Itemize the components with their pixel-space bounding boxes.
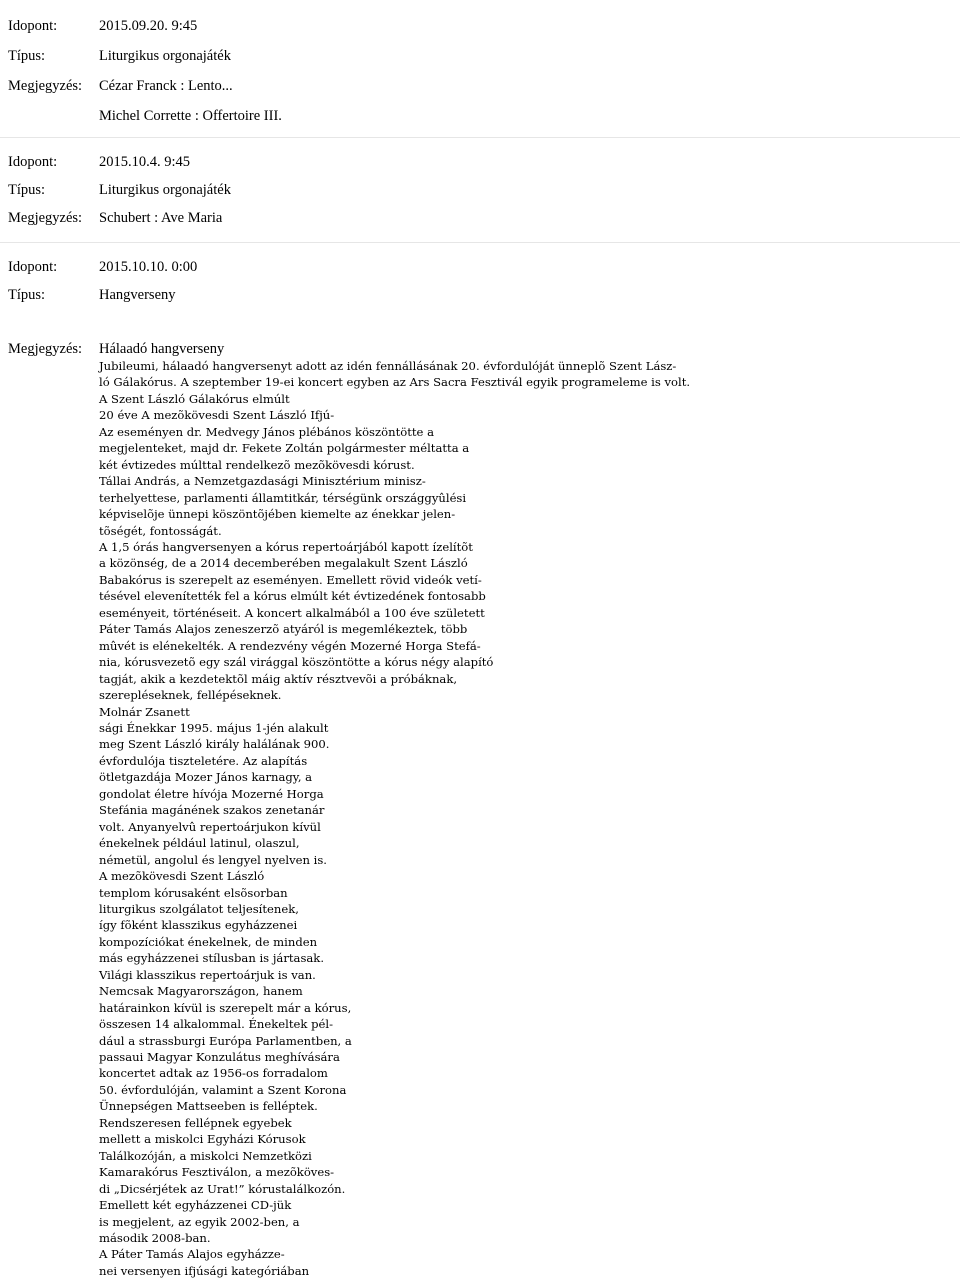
notes-line: koncertet adtak az 1956-os forradalom: [99, 1066, 328, 1081]
notes-line: évfordulója tiszteletére. Az alapítás: [99, 753, 308, 768]
program-entry: [0, 12, 960, 132]
notes-label: Megjegyzés:: [8, 210, 83, 226]
type-value: Hangverseny: [99, 287, 176, 303]
notes-line: terhelyettese, parlamenti államtitkár, térségünk országgyûlési: [99, 490, 467, 505]
type-value: Liturgikus orgonajáték: [99, 48, 231, 64]
notes-line: ló Gálakórus. A szeptember 19-ei koncert egyben az Ars Sacra Fesztivál egyik programeleme is volt.: [99, 375, 691, 390]
notes-body: [99, 281, 690, 1279]
notes-row: [0, 204, 960, 232]
notes-line: A Szent László Gálakórus elmúlt: [99, 391, 290, 406]
notes-line: Emellett két egyházzenei CD-jük: [99, 1198, 292, 1213]
notes-line: nei versenyen ifjúsági kategóriában: [99, 1263, 310, 1278]
notes-line: mellett a miskolci Egyházi Kórusok: [99, 1132, 306, 1147]
notes-line: A mezõkövesdi Szent László: [99, 869, 265, 884]
type-label: Típus:: [8, 48, 46, 64]
notes-value: Michel Corrette : Offertoire III.: [99, 108, 282, 124]
type-label: Típus:: [8, 182, 46, 198]
program-entry: [0, 148, 960, 232]
date-label: Idopont:: [8, 154, 58, 170]
notes-line: A Páter Tamás Alajos egyházze-: [99, 1247, 285, 1262]
notes-line: A 1,5 órás hangversenyen a kórus repertoárjából kapott ízelítõt: [99, 539, 473, 554]
notes-line: énekelnek például latinul, olaszul,: [99, 836, 300, 851]
notes-line: tagját, akik a kezdetektõl máig aktív résztvevõi a próbáknak,: [99, 671, 458, 686]
notes-label: Megjegyzés:: [8, 341, 83, 357]
notes-line: liturgikus szolgálatot teljesítenek,: [99, 901, 299, 916]
notes-label: Megjegyzés:: [8, 78, 83, 94]
notes-line: így fõként klasszikus egyházzenei: [99, 918, 298, 933]
date-label: Idopont:: [8, 18, 58, 34]
notes-line: 50. évfordulóján, valamint a Szent Korona: [99, 1082, 347, 1097]
type-value: Liturgikus orgonajáték: [99, 182, 231, 198]
program-entry: [0, 253, 960, 1279]
notes-line: tésével elevenítették fel a kórus elmúlt két évtizedének fontosabb: [99, 589, 486, 604]
entry-divider: [0, 137, 960, 138]
notes-line: di „Dicsérjétek az Urat!” kórustalálkozón.: [99, 1181, 346, 1196]
notes-line: Az eseményen dr. Medvegy János plébános köszöntötte a: [99, 424, 434, 439]
notes-line: Kamarakórus Fesztiválon, a mezõköves-: [99, 1165, 335, 1180]
notes-row: [0, 281, 960, 1279]
notes-line: mûvét is elénekelték. A rendezvény végén Mozerné Horga Stefá-: [99, 638, 481, 653]
entry-divider: [0, 242, 960, 243]
notes-line: németül, angolul és lengyel nyelven is.: [99, 852, 327, 867]
notes-line: más egyházzenei stílusban is jártasak.: [99, 951, 325, 966]
notes-line: ötletgazdája Mozer János karnagy, a: [99, 770, 313, 785]
notes-line: Tállai András, a Nemzetgazdasági Minisztérium minisz-: [99, 474, 426, 489]
notes-row: [0, 72, 960, 102]
notes-line: 20 éve A mezõkövesdi Szent László Ifjú-: [99, 408, 335, 423]
notes-line: Rendszeresen fellépnek egyebek: [99, 1115, 292, 1130]
notes-line: Világi klasszikus repertoárjuk is van.: [99, 967, 316, 982]
notes-value: Schubert : Ave Maria: [99, 210, 223, 226]
notes-row: [0, 102, 960, 132]
date-row: [0, 12, 960, 42]
notes-line: képviselõje ünnepi köszöntõjében kiemelte az énekkar jelen-: [99, 507, 456, 522]
notes-line: is megjelent, az egyik 2002-ben, a: [99, 1214, 300, 1229]
notes-line: Nemcsak Magyarországon, hanem: [99, 984, 303, 999]
notes-text: [99, 358, 690, 1279]
notes-line: Jubileumi, hálaadó hangversenyt adott az idén fennállásának 20. évfordulóját ünneplõ Szent Lász-: [99, 359, 677, 373]
notes-line: szerepléseknek, fellépéseknek.: [99, 688, 282, 703]
notes-line: sági Énekkar 1995. május 1-jén alakult: [99, 720, 329, 735]
notes-line: Stefánia magánének szakos zenetanár: [99, 803, 325, 818]
notes-line: Ünnepségen Mattseeben is felléptek.: [99, 1099, 318, 1114]
notes-line: Molnár Zsanett: [99, 704, 190, 719]
notes-line: nia, kórusvezetõ egy szál virággal köszöntötte a kórus négy alapító: [99, 655, 494, 670]
notes-title: Hálaadó hangverseny: [99, 341, 225, 357]
notes-line: megjelenteket, majd dr. Fekete Zoltán polgármester méltatta a: [99, 441, 470, 456]
notes-line: a közönség, de a 2014 decemberében megalakult Szent László: [99, 556, 468, 571]
date-value: 2015.10.10. 0:00: [99, 259, 198, 275]
notes-line: dául a strassburgi Európa Parlamentben, a: [99, 1033, 352, 1048]
notes-line: második 2008-ban.: [99, 1231, 211, 1246]
notes-line: eseményeit, történéseit. A koncert alkalmából a 100 éve született: [99, 605, 485, 620]
date-value: 2015.09.20. 9:45: [99, 18, 198, 34]
notes-line: határainkon kívül is szerepelt már a kórus,: [99, 1000, 352, 1015]
notes-line: templom kórusaként elsõsorban: [99, 885, 288, 900]
date-label: Idopont:: [8, 259, 58, 275]
type-row: [0, 42, 960, 72]
notes-line: Találkozóján, a miskolci Nemzetközi: [99, 1148, 312, 1163]
notes-line: összesen 14 alkalommal. Énekeltek pél-: [99, 1017, 333, 1032]
notes-line: kompozíciókat énekelnek, de minden: [99, 934, 318, 949]
notes-line: passaui Magyar Konzulátus meghívására: [99, 1050, 340, 1065]
date-row: [0, 253, 960, 281]
notes-line: gondolat életre hívója Mozerné Horga: [99, 786, 324, 801]
date-row: [0, 148, 960, 176]
notes-line: két évtizedes múlttal rendelkezõ mezõkövesdi kórust.: [99, 457, 415, 472]
type-label: Típus:: [8, 287, 46, 303]
type-row: [0, 176, 960, 204]
date-value: 2015.10.4. 9:45: [99, 154, 191, 170]
notes-line: volt. Anyanyelvû repertoárjukon kívül: [99, 819, 321, 834]
notes-line: meg Szent László király halálának 900.: [99, 737, 330, 752]
notes-line: tõségét, fontosságát.: [99, 523, 222, 538]
notes-line: Páter Tamás Alajos zeneszerzõ atyáról is megemlékeztek, több: [99, 622, 468, 637]
notes-line: Babakórus is szerepelt az eseményen. Emellett rövid videók vetí-: [99, 572, 482, 587]
notes-value: Cézar Franck : Lento...: [99, 78, 233, 94]
